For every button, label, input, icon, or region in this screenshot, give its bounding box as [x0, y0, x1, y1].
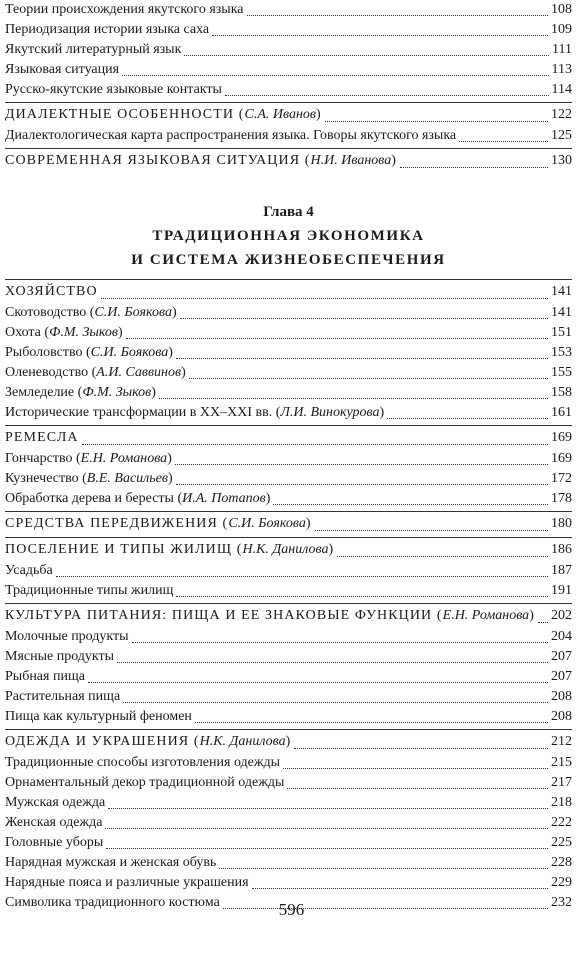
toc-entry-title	[5, 561, 56, 581]
dot-leader	[212, 35, 548, 36]
toc-entry-author: С.И. Боякова	[94, 305, 172, 320]
toc-section-entry[interactable]	[5, 104, 572, 126]
chapter-title-line-2: И СИСТЕМА ЖИЗНЕОБЕСПЕЧЕНИЯ	[131, 252, 446, 268]
toc-entry-author: Е.Н. Романова	[442, 608, 530, 623]
toc-entry-page: 108	[551, 2, 572, 17]
toc-entry-title-text: Исторические трансформации в XX–XXI вв.	[5, 405, 273, 420]
dot-leader	[132, 642, 548, 643]
dot-leader	[88, 682, 548, 683]
toc-entry-title-text: ДИАЛЕКТНЫЕ ОСОБЕННОСТИ	[5, 107, 235, 122]
toc-entry-title	[5, 793, 108, 813]
toc-entry-page: 155	[551, 365, 572, 380]
toc-entry-title-text: СОВРЕМЕННАЯ ЯЗЫКОВАЯ СИТУАЦИЯ	[5, 153, 301, 168]
toc-entry-page: 151	[551, 325, 572, 340]
toc-entry-title-text: Рыбная пища	[5, 669, 85, 684]
dot-leader	[294, 748, 548, 749]
toc-entry-title-text: КУЛЬТУРА ПИТАНИЯ: ПИЩА И ЕЕ ЗНАКОВЫЕ ФУНКЦИИ	[5, 608, 433, 623]
toc-entry-title: Исторические трансформации в XX–XXI вв. (Л.И. Винокурова)	[5, 405, 385, 420]
toc-entry-page: 232	[551, 895, 572, 910]
toc-entry-page: 187	[551, 563, 572, 578]
toc-entry-title: СРЕДСТВА ПЕРЕДВИЖЕНИЯ (С.И. Боякова)	[5, 516, 312, 531]
toc-entry-title	[5, 813, 105, 833]
toc-entry-author: Н.К. Данилова	[199, 734, 286, 749]
dot-leader	[337, 556, 548, 557]
toc-entry-author: Ф.М. Зыков	[82, 385, 152, 400]
toc-entry-author: С.И. Боякова	[90, 345, 169, 360]
toc-entry-title-text: СРЕДСТВА ПЕРЕДВИЖЕНИЯ	[5, 516, 218, 531]
dot-leader	[283, 768, 548, 769]
toc-entry-author: С.А. Иванов	[244, 107, 316, 122]
toc-entry[interactable]	[5, 363, 572, 383]
toc-entry[interactable]	[5, 303, 572, 323]
toc-entry[interactable]	[5, 581, 572, 601]
toc-entry-page: 141	[551, 284, 572, 299]
toc-entry-title-text: ХОЗЯЙСТВО	[5, 284, 98, 299]
toc-entry-title-text: Языковая ситуация	[5, 62, 120, 77]
toc-entry-page: 225	[551, 835, 572, 850]
chapter-heading	[5, 202, 572, 270]
toc-entry-page: 207	[551, 649, 572, 664]
toc-entry-page: 125	[551, 128, 572, 143]
toc-entry[interactable]	[5, 873, 572, 893]
toc-entry-page: 122	[551, 107, 572, 122]
dot-leader	[315, 530, 548, 531]
toc-entry-title-text: Гончарство	[5, 451, 73, 466]
toc-entry-title: КУЛЬТУРА ПИТАНИЯ: ПИЩА И ЕЕ ЗНАКОВЫЕ ФУНКЦИИ (Е.Н. Романова)	[5, 608, 535, 623]
dot-leader	[459, 141, 548, 142]
toc-entry[interactable]	[5, 813, 572, 833]
toc-entry[interactable]	[5, 403, 572, 423]
dot-leader	[538, 622, 548, 623]
toc-entry-title: Обработка дерева и бересты (И.А. Потапов)	[5, 491, 271, 506]
toc-entry[interactable]	[5, 449, 572, 469]
toc-section-entry[interactable]	[5, 281, 572, 303]
toc-entry-title-text: Земледелие	[5, 385, 75, 400]
dot-leader	[101, 298, 548, 299]
toc-entry-title-text: Пища как культурный феномен	[5, 709, 192, 724]
toc-entry-page: 208	[551, 689, 572, 704]
toc-entry[interactable]	[5, 793, 572, 813]
toc-entry-title: Рыболовство (С.И. Боякова)	[5, 345, 173, 360]
section-divider	[5, 603, 572, 604]
toc-entry-title-text: Нарядные пояса и различные украшения	[5, 875, 249, 890]
chapter-title-line-1: ТРАДИЦИОННАЯ ЭКОНОМИКА	[152, 228, 425, 244]
dot-leader	[180, 318, 548, 319]
dot-leader	[184, 55, 549, 56]
dot-leader	[126, 338, 548, 339]
toc-entry-title-text: Орнаментальный декор традиционной одежды	[5, 775, 285, 790]
toc-entry-page: 217	[551, 775, 572, 790]
toc-entry-title-text: РЕМЕСЛА	[5, 430, 79, 445]
dot-leader	[400, 167, 548, 168]
toc-entry[interactable]	[5, 80, 572, 100]
toc-entry-author: Н.К. Данилова	[242, 542, 329, 557]
toc-entry-title-text: Молочные продукты	[5, 629, 129, 644]
toc-entry-title	[5, 707, 195, 727]
toc-entry-page: 113	[551, 62, 572, 77]
toc-entry-page: 158	[551, 385, 572, 400]
toc-entry-title: Кузнечество (В.Е. Васильев)	[5, 471, 173, 486]
toc-entry-page: 228	[551, 855, 572, 870]
toc-entry-author: А.И. Саввинов	[96, 365, 182, 380]
toc-entry-author: Ф.М. Зыков	[49, 325, 119, 340]
toc-entry-page: 169	[551, 451, 572, 466]
toc-entry-page: 153	[551, 345, 572, 360]
toc-entry-title-text: Головные уборы	[5, 835, 104, 850]
dot-leader	[159, 398, 548, 399]
toc-entry-title-text: Диалектологическая карта распространения языка. Говоры якутского языка	[5, 128, 457, 143]
toc-entry-page: 180	[551, 516, 572, 531]
dot-leader	[195, 722, 548, 723]
toc-entry-title	[5, 20, 212, 40]
toc-entry-title	[5, 773, 287, 793]
toc-list-top	[5, 0, 572, 172]
toc-list-chapter	[5, 279, 572, 913]
toc-entry-title-text: Женская одежда	[5, 815, 103, 830]
toc-entry-title-text: Традиционные типы жилищ	[5, 583, 174, 598]
toc-entry-page: 207	[551, 669, 572, 684]
toc-entry-title	[5, 853, 219, 873]
toc-entry-title: ОДЕЖДА И УКРАШЕНИЯ (Н.К. Данилова)	[5, 734, 292, 749]
toc-entry-title	[5, 40, 184, 60]
toc-entry-title-text: Нарядная мужская и женская обувь	[5, 855, 217, 870]
toc-entry[interactable]	[5, 323, 572, 343]
dot-leader	[108, 808, 548, 809]
dot-leader	[105, 828, 548, 829]
toc-entry-page: 186	[551, 542, 572, 557]
toc-entry[interactable]	[5, 707, 572, 727]
toc-entry-title: ПОСЕЛЕНИЕ И ТИПЫ ЖИЛИЩ (Н.К. Данилова)	[5, 542, 335, 557]
toc-entry-page: 229	[551, 875, 572, 890]
toc-entry-page: 130	[551, 153, 572, 168]
toc-entry[interactable]	[5, 833, 572, 853]
toc-entry[interactable]	[5, 627, 572, 647]
toc-entry-title	[5, 427, 82, 449]
toc-entry-title: ДИАЛЕКТНЫЕ ОСОБЕННОСТИ (С.А. Иванов)	[5, 107, 322, 122]
toc-entry-title-text: ОДЕЖДА И УКРАШЕНИЯ	[5, 734, 190, 749]
toc-entry-title: Скотоводство (С.И. Боякова)	[5, 305, 177, 320]
toc-entry-title	[5, 126, 459, 146]
toc-entry-title-text: Периодизация истории языка саха	[5, 22, 210, 37]
toc-entry-page: 141	[551, 305, 572, 320]
toc-entry-title-text: Традиционные способы изготовления одежды	[5, 755, 281, 770]
toc-entry-page: 109	[551, 22, 572, 37]
toc-section-entry[interactable]	[5, 513, 572, 535]
toc-entry[interactable]	[5, 489, 572, 509]
toc-entry-title-text: Кузнечество	[5, 471, 79, 486]
toc-entry-title	[5, 753, 283, 773]
toc-entry[interactable]	[5, 343, 572, 363]
toc-entry-title-text: Мясные продукты	[5, 649, 115, 664]
toc-entry[interactable]	[5, 561, 572, 581]
toc-entry-title-text: Оленеводство	[5, 365, 89, 380]
toc-entry-author: В.Е. Васильев	[86, 471, 168, 486]
section-divider	[5, 511, 572, 512]
dot-leader	[176, 596, 548, 597]
dot-leader	[176, 484, 548, 485]
toc-entry-author: Е.Н. Романова	[80, 451, 168, 466]
toc-entry-page: 172	[551, 471, 572, 486]
toc-entry-page: 212	[551, 734, 572, 749]
toc-entry-title-text: Мужская одежда	[5, 795, 106, 810]
dot-leader	[56, 576, 548, 577]
toc-entry[interactable]	[5, 20, 572, 40]
dot-leader	[247, 15, 549, 16]
toc-entry-title-text: Символика традиционного костюма	[5, 895, 220, 910]
toc-entry[interactable]	[5, 126, 572, 146]
section-divider	[5, 729, 572, 730]
toc-entry-title	[5, 60, 122, 80]
dot-leader	[189, 378, 548, 379]
toc-entry-page: 169	[551, 430, 572, 445]
toc-entry-title	[5, 0, 247, 20]
section-divider	[5, 148, 572, 149]
toc-entry[interactable]	[5, 753, 572, 773]
dot-leader	[122, 75, 548, 76]
toc-entry[interactable]	[5, 667, 572, 687]
toc-section-entry[interactable]	[5, 150, 572, 172]
toc-entry-title: Гончарство (Е.Н. Романова)	[5, 451, 172, 466]
toc-entry-title	[5, 627, 132, 647]
toc-entry-page: 114	[551, 82, 572, 97]
dot-leader	[325, 121, 548, 122]
toc-entry-page: 178	[551, 491, 572, 506]
toc-entry-title: Охота (Ф.М. Зыков)	[5, 325, 123, 340]
toc-entry-title-text: Обработка дерева и бересты	[5, 491, 174, 506]
toc-entry[interactable]	[5, 469, 572, 489]
dot-leader	[273, 504, 548, 505]
toc-entry-title-text: Скотоводство	[5, 305, 87, 320]
page-number: 596	[278, 900, 305, 919]
toc-entry-author: Л.И. Винокурова	[280, 405, 380, 420]
dot-leader	[82, 444, 548, 445]
toc-entry-title-text: Охота	[5, 325, 41, 340]
toc-entry-title-text: ПОСЕЛЕНИЕ И ТИПЫ ЖИЛИЩ	[5, 542, 233, 557]
toc-entry-title-text: Растительная пища	[5, 689, 121, 704]
toc-entry[interactable]	[5, 687, 572, 707]
table-of-contents	[5, 0, 572, 913]
toc-entry-title	[5, 667, 88, 687]
toc-entry-page: 204	[551, 629, 572, 644]
toc-entry[interactable]	[5, 383, 572, 403]
dot-leader	[387, 418, 548, 419]
toc-entry-title	[5, 281, 101, 303]
section-divider	[5, 425, 572, 426]
toc-entry-title-text: Рыболовство	[5, 345, 83, 360]
toc-entry-page: 161	[551, 405, 572, 420]
dot-leader	[287, 788, 548, 789]
toc-entry-title-text: Усадьба	[5, 563, 53, 578]
toc-entry-page: 202	[551, 608, 572, 623]
toc-entry[interactable]	[5, 773, 572, 793]
toc-entry-title	[5, 687, 123, 707]
toc-entry-page: 208	[551, 709, 572, 724]
toc-entry-title	[5, 873, 252, 893]
toc-section-entry[interactable]	[5, 731, 572, 753]
toc-entry-page: 191	[551, 583, 572, 598]
toc-section-entry[interactable]	[5, 605, 572, 627]
toc-entry-title: СОВРЕМЕННАЯ ЯЗЫКОВАЯ СИТУАЦИЯ (Н.И. Иванова)	[5, 153, 398, 168]
dot-leader	[123, 702, 548, 703]
dot-leader	[106, 848, 548, 849]
toc-entry-title: Оленеводство (А.И. Саввинов)	[5, 365, 186, 380]
toc-entry-title-text: Якутский литературный язык	[5, 42, 182, 57]
toc-entry-title-text: Русско-якутские языковые контакты	[5, 82, 222, 97]
toc-entry-title	[5, 581, 176, 601]
dot-leader	[117, 662, 548, 663]
toc-entry[interactable]	[5, 60, 572, 80]
dot-leader	[225, 95, 549, 96]
toc-entry[interactable]	[5, 0, 572, 20]
toc-entry[interactable]	[5, 40, 572, 60]
toc-entry-title: Земледелие (Ф.М. Зыков)	[5, 385, 156, 400]
section-divider	[5, 102, 572, 103]
section-divider	[5, 537, 572, 538]
dot-leader	[175, 464, 548, 465]
toc-entry-author: С.И. Боякова	[228, 516, 306, 531]
toc-entry[interactable]	[5, 853, 572, 873]
toc-entry-title	[5, 80, 225, 100]
chapter-number: Глава 4	[263, 204, 314, 220]
toc-entry-page: 218	[551, 795, 572, 810]
toc-entry-page: 215	[551, 755, 572, 770]
toc-entry-title	[5, 647, 117, 667]
toc-entry[interactable]	[5, 647, 572, 667]
toc-entry-title-text: Теории происхождения якутского языка	[5, 2, 244, 17]
toc-entry-author: Н.И. Иванова	[310, 153, 392, 168]
dot-leader	[176, 358, 548, 359]
dot-leader	[252, 888, 548, 889]
toc-entry-page: 222	[551, 815, 572, 830]
toc-entry-author: И.А. Потапов	[182, 491, 266, 506]
toc-entry-title	[5, 833, 106, 853]
dot-leader	[219, 868, 548, 869]
section-divider	[5, 279, 572, 280]
toc-section-entry[interactable]	[5, 427, 572, 449]
toc-section-entry[interactable]	[5, 539, 572, 561]
toc-entry-page: 111	[552, 42, 572, 57]
